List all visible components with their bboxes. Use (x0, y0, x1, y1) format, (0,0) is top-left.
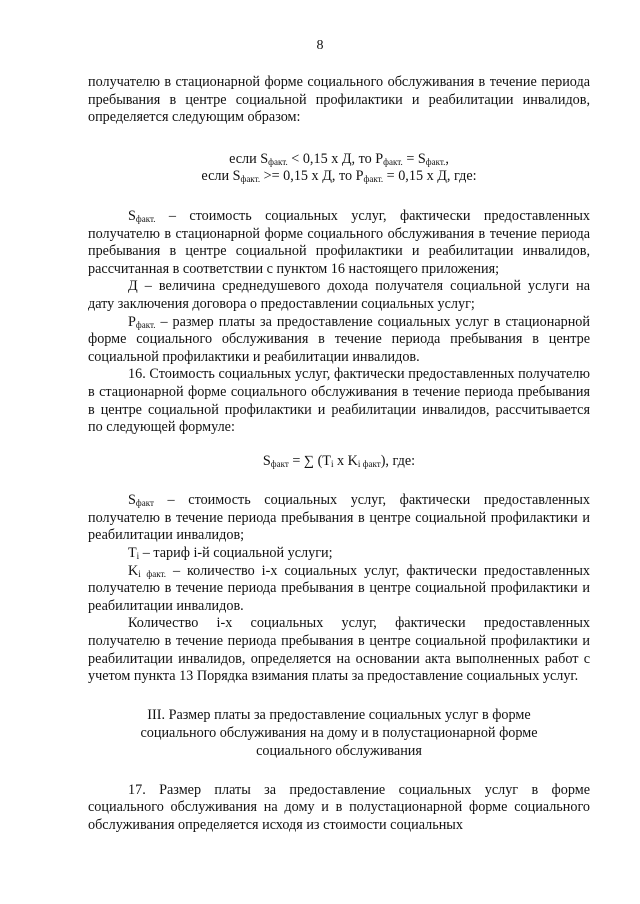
paragraph-17: 17. Размер платы за предоставление социальных услуг в форме социального обслуживания на дому и в полустационарной форме социального обслуживания определяется исходя из стоимости социальных (88, 781, 590, 833)
formula-condition-2: если $S_{факт.} >= 0,15$ х Д, то $Р_{факт.} = 0,15$ х Д, где: (201, 168, 477, 185)
definition-p-fakt: $Р_{факт.}$ – размер платы за предоставление социальных услуг в стационарной форме социального обслуживания в течение периода пребывания в центре социальной профилактики и реабилитации инвалидов. (88, 313, 590, 365)
definition-d: Д – величина среднедушевого дохода получателя социальной услуги на дату заключения договора о предоставлении социальных услуг; (88, 278, 590, 312)
document-body (88, 74, 590, 835)
definition-sfakt: $S_{факт}$ – стоимость социальных услуг, фактически предоставленных получателю в течение периода пребывания в центре социальной профилактики и реабилитации инвалидов; (88, 492, 590, 544)
definition-k: $K_{i факт.}$ – количество i-х социальных услуг, фактически предоставленных получателю в течение периода пребывания в центре социальной профилактики и реабилитации инвалидов. (88, 562, 590, 614)
paragraph-16: 16. Стоимость социальных услуг, фактически предоставленных получателю в стационарной форме социального обслуживания в течение периода пребывания в центре социальной профилактики и реабилитации инвалидов, рассчитывается по следующей формуле: (88, 366, 590, 436)
paragraph-quantity: Количество i-х социальных услуг, фактически предоставленных получателю в течение периода пребывания в центре социальной профилактики и реабилитации инвалидов, определяется на основании акта выполненных работ с учетом пункта 13 Порядка взимания платы за предоставление социальных услуг. (88, 615, 590, 685)
section-title-iii: III. Размер платы за предоставление социальных услуг в форме социального обслуживания на дому и в полустационарной форме социального обслуживания (140, 706, 538, 759)
formula-sum: $S_{факт}$ = ∑ ($T_i$ х $K_{i факт}$), где: (262, 452, 416, 469)
definition-s-fakt: $S_{факт.}$ – стоимость социальных услуг, фактически предоставленных получателю в стационарной форме социального обслуживания в течение периода пребывания в центре социальной профилактики и реабилитации инвалидов, рассчитанная в соответствии с пунктом 16 настоящего приложения; (88, 207, 590, 277)
intro-paragraph: получателю в стационарной форме социального обслуживания в течение периода пребывания в центре социальной профилактики и реабилитации инвалидов, определяется следующим образом: (88, 74, 590, 126)
definition-t: $T_i$ – тариф i-й социальной услуги; (128, 545, 333, 562)
formula-condition-1: если $S_{факт.} < 0,15$ х Д, то $Р_{факт.} = S_{факт.}$, (229, 150, 449, 167)
page-number: 8 (316, 38, 324, 53)
